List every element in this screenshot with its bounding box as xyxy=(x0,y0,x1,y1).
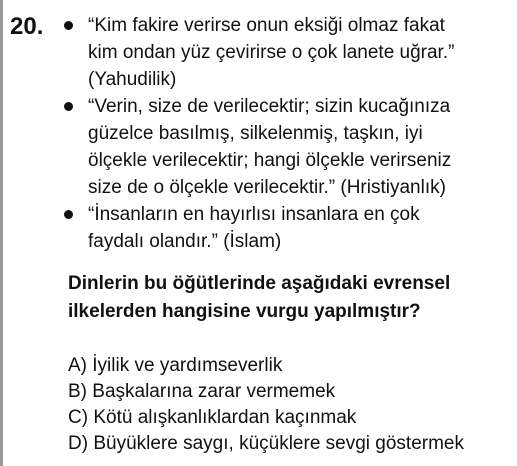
quote-line: kim ondan yüz çevirirse o çok lanete uğrar.” xyxy=(88,42,455,63)
bullet-icon xyxy=(64,21,73,30)
bullet-icon xyxy=(64,210,73,219)
option-b[interactable]: B) Başkalarına zarar vermemek xyxy=(68,381,336,402)
question-number: 20. xyxy=(10,13,44,40)
quote-list xyxy=(62,12,512,255)
option-a[interactable]: A) İyilik ve yardımseverlik xyxy=(68,355,283,376)
quote-line: size de o ölçekle verilecektir.” (Hristiyanlık) xyxy=(88,177,446,198)
option-c[interactable]: C) Kötü alışkanlıklardan kaçınmak xyxy=(68,407,357,428)
quote-line: güzelce basılmış, silkelenmiş, taşkın, iyi xyxy=(88,123,423,144)
quote-judaism xyxy=(62,12,512,93)
quote-line: “Kim fakire verirse onun eksiği olmaz fakat xyxy=(88,15,445,36)
answer-options xyxy=(68,353,514,457)
question-line: ilkelerden hangisine vurgu yapılmıştır? xyxy=(68,301,421,322)
quote-islam xyxy=(62,201,512,255)
quote-line: ölçekle verilecektir; hangi ölçekle verirseniz xyxy=(88,150,452,171)
option-d[interactable]: D) Büyüklere saygı, küçüklere sevgi göstermek xyxy=(68,433,464,454)
quote-line: “Verin, size de verilecektir; sizin kucağınıza xyxy=(88,96,451,117)
question-line: Dinlerin bu öğütlerinde aşağıdaki evrensel xyxy=(68,273,451,294)
quote-line: faydalı olandır.” (İslam) xyxy=(88,231,282,252)
quote-line: (Yahudilik) xyxy=(88,69,177,90)
bullet-icon xyxy=(64,102,73,111)
page-margin-line xyxy=(0,0,3,466)
quote-line: “İnsanların en hayırlısı insanlara en çok xyxy=(88,204,420,225)
quote-christianity xyxy=(62,93,512,201)
question-stem xyxy=(68,270,508,326)
